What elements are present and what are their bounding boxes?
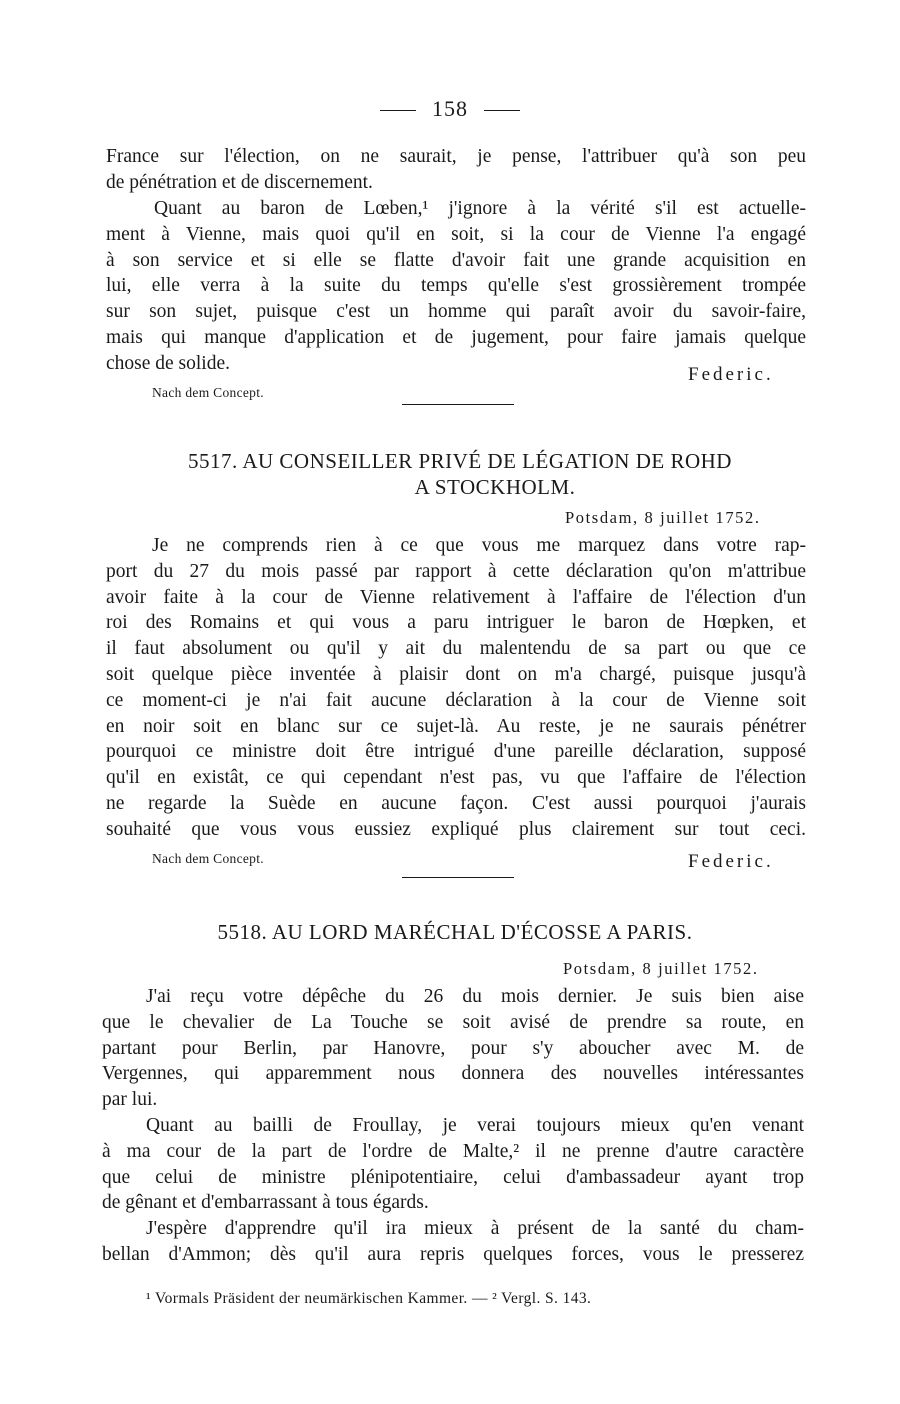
text-line: sur son sujet, puisque c'est un homme qui paraît avoir du savoir-faire, xyxy=(106,301,806,323)
text-line: en noir soit en blanc sur ce sujet-là. Au reste, je ne saurais pénétrer xyxy=(106,715,806,737)
text-line: par lui. xyxy=(102,1089,158,1111)
text-line: Je ne comprends rien à ce que vous me marquez dans votre rap- xyxy=(152,535,806,556)
text-line: à son service et si elle se flatte d'avoir fait une grande acquisition en xyxy=(106,249,806,271)
footnotes: ¹ Vormals Präsident der neumärkischen Kammer. — ² Vergl. S. 143. xyxy=(146,1290,592,1307)
page-number xyxy=(0,96,900,122)
text-line: lui, elle verra à la suite du temps qu'elle s'est grossièrement trompée xyxy=(106,275,806,297)
section-divider xyxy=(402,877,514,878)
letter-heading: 5518. AU LORD MARÉCHAL D'ÉCOSSE A PARIS. xyxy=(217,920,693,944)
text-line: il faut absolument ou qu'il y ait du malentendu de sa part ou que ce xyxy=(106,638,806,660)
text-line: chose de solide. xyxy=(106,352,231,374)
text-line: souhaité que vous vous eussiez expliqué plus clairement sur tout ceci. xyxy=(106,818,806,840)
letter-body-para1 xyxy=(102,984,804,1113)
text-line: Quant au bailli de Froullay, je verai toujours mieux qu'en venant xyxy=(146,1115,804,1136)
intro-paragraph xyxy=(106,144,806,196)
text-line: avoir faite à la cour de Vienne relativement à l'affaire de l'élection d'un xyxy=(106,586,806,608)
signature: Federic. xyxy=(688,364,774,385)
letter-heading-line2: A STOCKHOLM. xyxy=(414,475,576,499)
text-line: soit quelque pièce inventée à plaisir dont on m'a chargé, puisque jusqu'à xyxy=(106,663,806,685)
text-line: pourquoi ce ministre doit être intrigué d'une pareille déclaration, supposé xyxy=(106,741,806,763)
section-divider xyxy=(402,404,514,405)
text-line: ce moment-ci je n'ai fait aucune déclaration à la cour de Vienne soit xyxy=(106,689,806,711)
source-note: Nach dem Concept. xyxy=(152,385,264,400)
text-line: que celui de ministre plénipotentiaire, celui d'ambassadeur ayant trop xyxy=(102,1166,804,1188)
text-line: J'espère d'apprendre qu'il ira mieux à présent de la santé du cham- xyxy=(146,1218,804,1239)
text-line: roi des Romains et qui vous a paru intriguer le baron de Hœpken, et xyxy=(106,612,806,634)
signature: Federic. xyxy=(688,851,774,872)
text-line: ne regarde la Suède en aucune façon. C'est aussi pourquoi j'aurais xyxy=(106,792,806,814)
text-line: à ma cour de la part de l'ordre de Malte,² il ne prenne d'autre caractère xyxy=(102,1140,804,1162)
source-note: Nach dem Concept. xyxy=(152,851,264,866)
letter-body-para3 xyxy=(102,1216,804,1268)
letter-body xyxy=(106,533,806,843)
text-line: que le chevalier de La Touche se soit avisé de prendre sa route, en xyxy=(102,1011,804,1033)
page-number-text: 158 xyxy=(432,96,468,121)
text-line: Quant au baron de Lœben,¹ j'ignore à la vérité s'il est actuelle- xyxy=(154,198,806,219)
text-line: France sur l'élection, on ne saurait, je pense, l'attribuer qu'à son peu xyxy=(106,146,806,167)
text-line: ment à Vienne, mais quoi qu'il en soit, si la cour de Vienne l'a engagé xyxy=(106,223,806,245)
page-number-rule-right xyxy=(484,110,520,111)
letter-heading: 5517. AU CONSEILLER PRIVÉ DE LÉGATION DE ROHD xyxy=(188,449,732,473)
text-line: bellan d'Ammon; dès qu'il aura repris quelques forces, vous le presserez xyxy=(102,1243,804,1265)
text-line: qu'il en existât, ce qui cependant n'est pas, vu que l'affaire de l'élection xyxy=(106,767,806,789)
text-line: J'ai reçu votre dépêche du 26 du mois dernier. Je suis bien aise xyxy=(146,986,804,1007)
dateline: Potsdam, 8 juillet 1752. xyxy=(563,959,759,978)
page-number-rule-left xyxy=(380,110,416,111)
text-line: de gênant et d'embarrassant à tous égards. xyxy=(102,1192,429,1214)
letter-body-para2 xyxy=(102,1113,804,1216)
text-line: mais qui manque d'application et de jugement, pour faire jamais quelque xyxy=(106,326,806,348)
text-line: partant pour Berlin, par Hanovre, pour s'y aboucher avec M. de xyxy=(102,1037,804,1059)
text-line: de pénétration et de discernement. xyxy=(106,171,373,193)
intro-paragraph-2 xyxy=(106,196,806,377)
text-line: port du 27 du mois passé par rapport à cette déclaration qu'on m'attribue xyxy=(106,560,806,582)
dateline: Potsdam, 8 juillet 1752. xyxy=(565,508,761,527)
text-line: Vergennes, qui apparemment nous donnera des nouvelles intéressantes xyxy=(102,1063,804,1085)
